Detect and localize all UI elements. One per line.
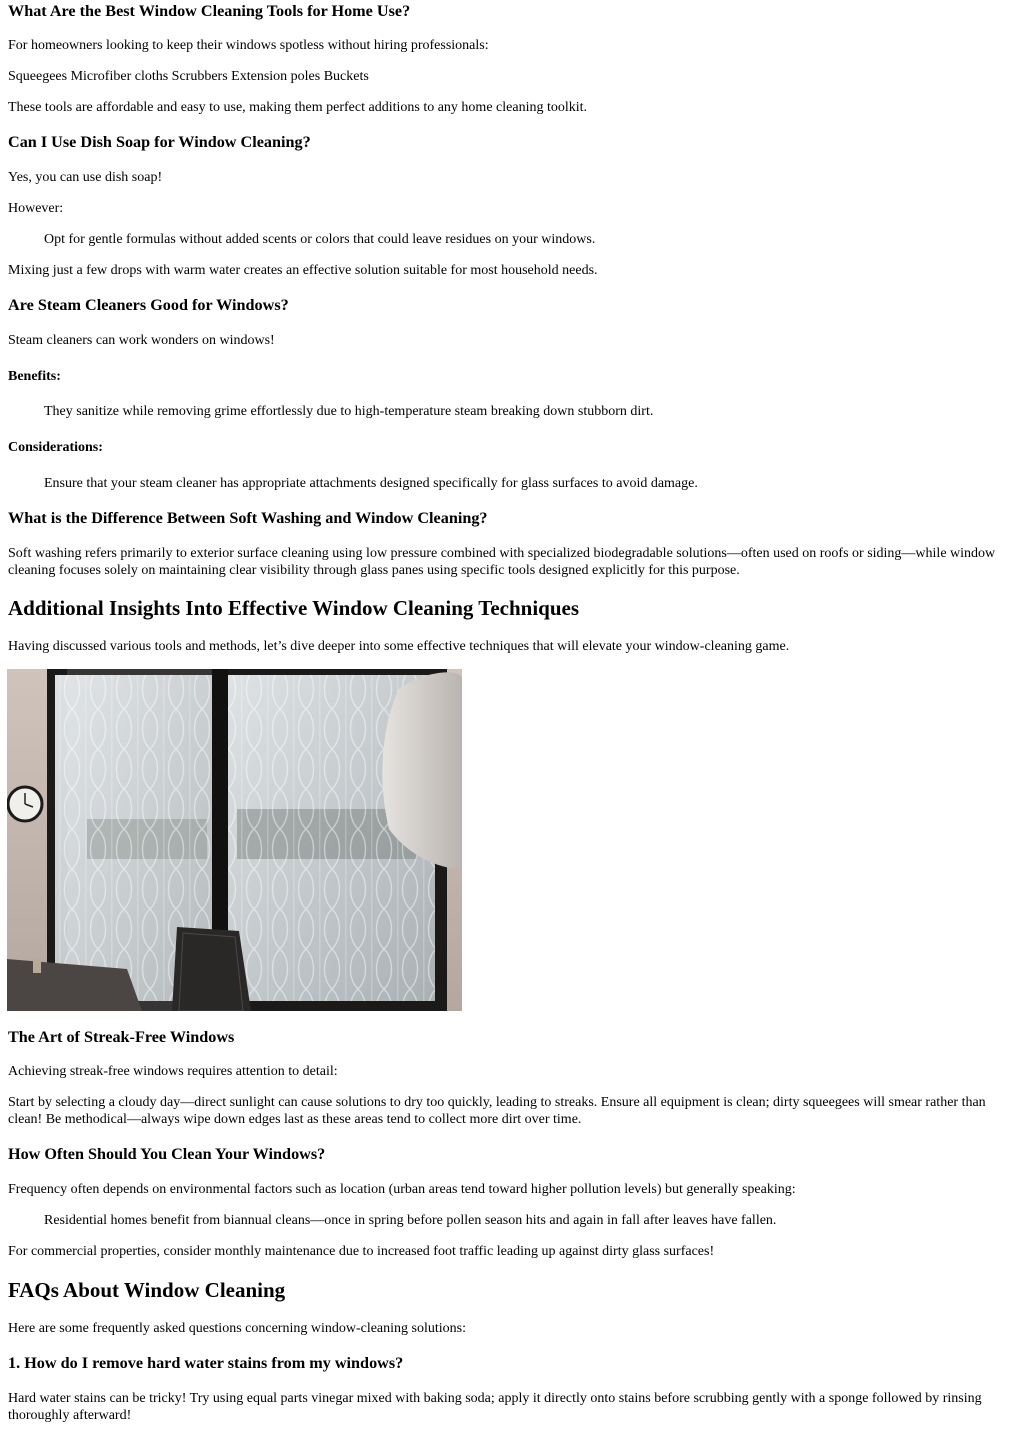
steam-benefits-item: They sanitize while removing grime effortlessly due to high-temperature steam breaking down stubborn dirt. [44,404,654,419]
often-item: Residential homes benefit from biannual cleans—once in spring before pollen season hits and again in fall after leaves have fallen. [44,1213,777,1228]
dish-p3: Mixing just a few drops with warm water creates an effective solution suitable for most household needs. [8,263,598,278]
heading-streak-free: The Art of Streak-Free Windows [8,1028,235,1046]
tools-outro: These tools are affordable and easy to use, making them perfect additions to any home cleaning toolkit. [8,100,588,115]
dish-p2: However: [8,201,64,216]
heading-faq-1: 1. How do I remove hard water stains from my windows? [8,1354,404,1372]
faq-intro: Here are some frequently asked questions concerning window-cleaning solutions: [8,1321,466,1336]
steam-considerations-item: Ensure that your steam cleaner has appropriate attachments designed specifically for glass surfaces to avoid damage. [44,476,698,491]
heading-additional-insights: Additional Insights Into Effective Window Cleaning Techniques [8,596,580,620]
steam-considerations-label: Considerations: [8,440,103,455]
steam-p1: Steam cleaners can work wonders on windows! [8,333,275,348]
window-curtains-photo [7,669,462,1011]
faq-1-answer: Hard water stains can be tricky! Try using equal parts vinegar mixed with baking soda; apply it directly onto stains before scrubbing gently with a sponge followed by rinsing thoroughly afterward! [8,1391,982,1423]
steam-benefits-label: Benefits: [8,369,61,384]
window-photo-illustration [7,669,462,1011]
insights-intro: Having discussed various tools and methods, let’s dive deeper into some effective techniques that will elevate your window-cleaning game. [8,639,790,654]
heading-best-tools: What Are the Best Window Cleaning Tools for Home Use? [8,2,411,20]
heading-soft-washing: What is the Difference Between Soft Washing and Window Cleaning? [8,509,488,527]
tools-intro: For homeowners looking to keep their windows spotless without hiring professionals: [8,38,489,53]
heading-dish-soap: Can I Use Dish Soap for Window Cleaning? [8,133,311,151]
dish-item: Opt for gentle formulas without added scents or colors that could leave residues on your windows. [44,232,596,247]
streak-p2: Start by selecting a cloudy day—direct sunlight can cause solutions to dry too quickly, leading to streaks. Ensure all equipment is clean; dirty squeegees will smear rather than clean! Be methodical—always wipe down edges last as these areas tend to collect more dirt over time. [8,1095,986,1127]
heading-how-often: How Often Should You Clean Your Windows? [8,1145,326,1163]
soft-washing-paragraph: Soft washing refers primarily to exterior surface cleaning using low pressure combined with specialized biodegradable solutions—often used on roofs or siding—while window cleaning focuses solely on maintaining clear visibility through glass panes using specific tools designed explicitly for this purpose. [8,546,996,578]
heading-steam-cleaners: Are Steam Cleaners Good for Windows? [8,296,289,314]
often-p1: Frequency often depends on environmental factors such as location (urban areas tend toward higher pollution levels) but generally speaking: [8,1182,796,1197]
heading-faqs: FAQs About Window Cleaning [8,1278,286,1302]
tools-list: Squeegees Microfiber cloths Scrubbers Extension poles Buckets [8,69,369,84]
streak-p1: Achieving streak-free windows requires attention to detail: [8,1064,338,1079]
dish-p1: Yes, you can use dish soap! [8,170,163,185]
often-p2: For commercial properties, consider monthly maintenance due to increased foot traffic leading up against dirty glass surfaces! [8,1244,715,1259]
